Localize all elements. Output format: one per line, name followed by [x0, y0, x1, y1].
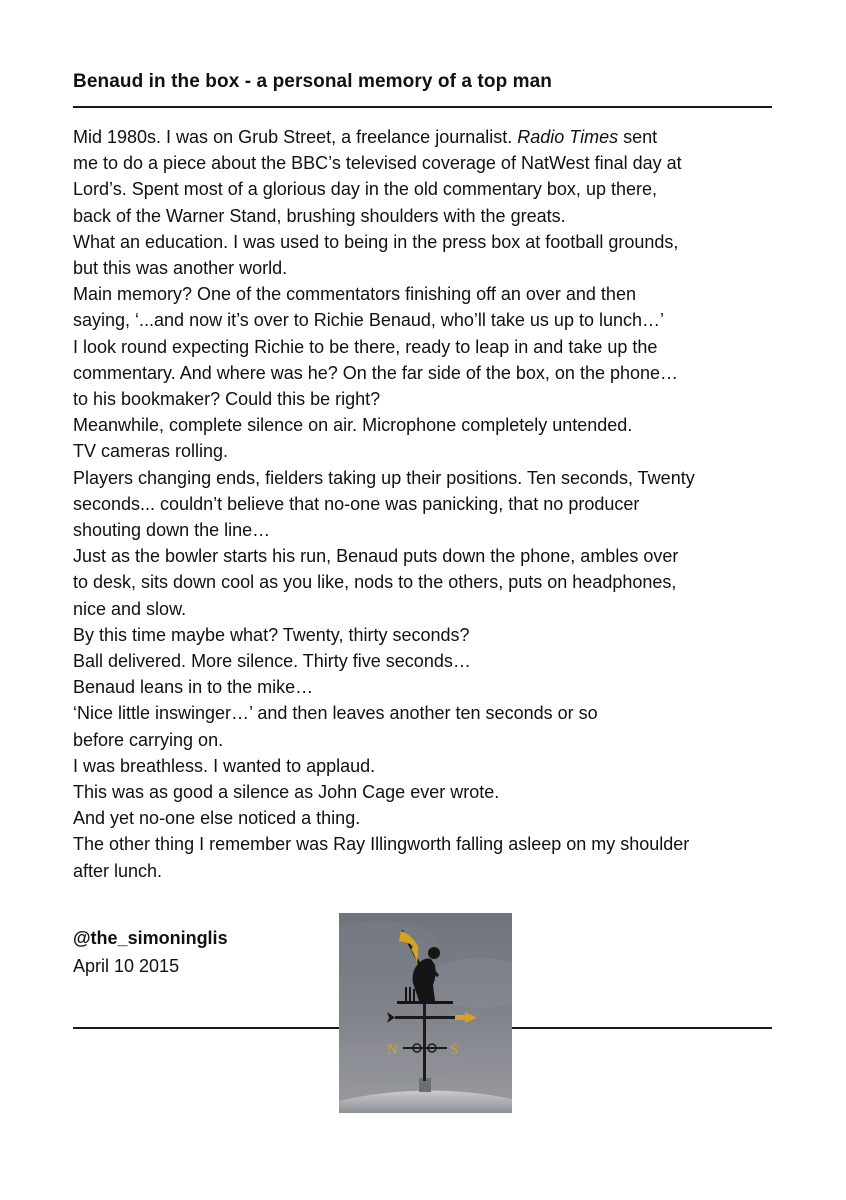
body-line: Benaud leans in to the mike… [73, 677, 314, 698]
bottom-divider-right [512, 1027, 772, 1029]
body-line: nice and slow. [73, 598, 187, 619]
body-line-text: Mid 1980s. I was on Grub Street, a freelance journalist. [73, 127, 518, 147]
body-line: The other thing I remember was Ray Illingworth falling asleep on my shoulder [73, 834, 690, 855]
body-line: back of the Warner Stand, brushing shoulders with the greats. [73, 205, 566, 226]
body-line: By this time maybe what? Twenty, thirty seconds? [73, 624, 470, 645]
body-line: Just as the bowler starts his run, Benaud puts down the phone, ambles over [73, 546, 679, 567]
body-line: Meanwhile, complete silence on air. Microphone completely untended. [73, 415, 633, 436]
author-handle: @the_simoninglis [73, 928, 228, 948]
body-line: Main memory? One of the commentators finishing off an over and then [73, 284, 636, 305]
weathervane-photo [339, 913, 512, 1113]
body-line-text: sent [618, 127, 658, 147]
body-line: seconds... couldn’t believe that no-one was panicking, that no producer [73, 493, 640, 514]
article-title: Benaud in the box - a personal memory of a top man [73, 71, 553, 92]
compass-north-label: N [387, 1042, 398, 1058]
publication-name: Radio Times [517, 127, 619, 147]
body-line: to desk, sits down cool as you like, nods to the others, puts on headphones, [73, 572, 677, 593]
body-line: saying, ‘...and now it’s over to Richie Benaud, who’ll take us up to lunch…’ [73, 310, 664, 331]
body-line: TV cameras rolling. [73, 441, 229, 462]
body-line: but this was another world. [73, 258, 288, 279]
body-line: I was breathless. I wanted to applaud. [73, 755, 376, 776]
top-divider [73, 106, 772, 108]
body-line: Players changing ends, fielders taking up their positions. Ten seconds, Twenty [73, 467, 695, 488]
article-body [73, 124, 793, 884]
body-line: Ball delivered. More silence. Thirty five seconds… [73, 651, 471, 672]
body-line: to his bookmaker? Could this be right? [73, 389, 381, 410]
body-line: me to do a piece about the BBC’s televised coverage of NatWest final day at [73, 153, 682, 174]
body-line: Lord’s. Spent most of a glorious day in the old commentary box, up there, [73, 179, 657, 200]
body-line: This was as good a silence as John Cage ever wrote. [73, 782, 500, 803]
publish-date: April 10 2015 [73, 956, 180, 976]
body-line: before carrying on. [73, 729, 224, 750]
body-line: What an education. I was used to being in the press box at football grounds, [73, 231, 679, 252]
body-line [73, 124, 793, 150]
body-line: ‘Nice little inswinger…’ and then leaves another ten seconds or so [73, 703, 598, 724]
body-line: shouting down the line… [73, 520, 271, 541]
body-line: commentary. And where was he? On the far side of the box, on the phone… [73, 362, 679, 383]
body-line: And yet no-one else noticed a thing. [73, 808, 361, 829]
compass-south-label: S [450, 1042, 459, 1058]
body-line: after lunch. [73, 860, 163, 881]
body-line: I look round expecting Richie to be there, ready to leap in and take up the [73, 336, 658, 357]
bottom-divider-left [73, 1027, 339, 1029]
father-time-weathervane-icon [339, 913, 512, 1113]
